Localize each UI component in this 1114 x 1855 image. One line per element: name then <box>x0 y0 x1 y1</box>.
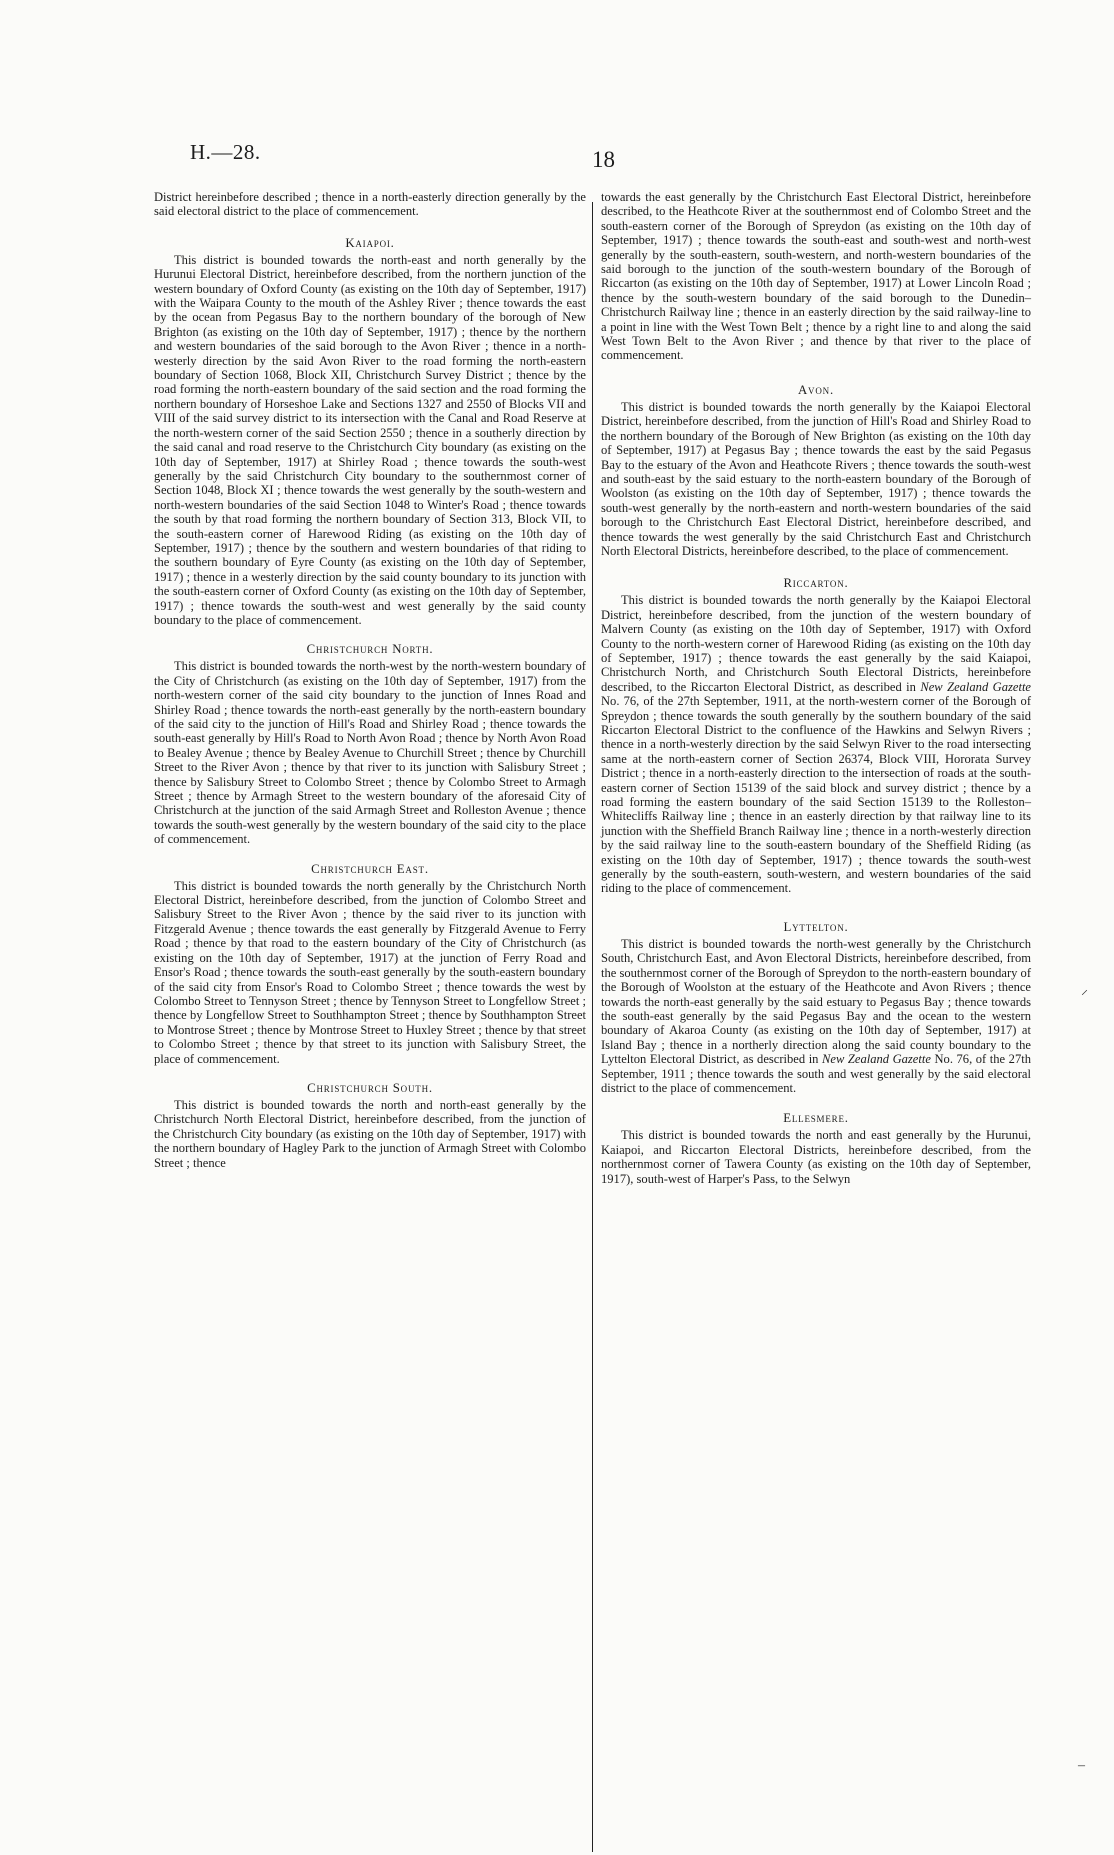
heading-christchurch-north: Christchurch North. <box>306 642 434 657</box>
paragraph-avon: This district is bounded towards the north generally by the Kaiapoi Electoral District, hereinbefore described, from the junction of Hill's Road and Shirley Road to the northern boundary of the Borough of New Brighton (as existing on the 10th day of September, 1917) at Pegasus Bay ; thence towards the east by the said Pegasus Bay to the estuary of the Avon and Heathcote Rivers ; thence towards the south-west and south-east by the said estuary to the north-eastern boundary of the Borough of Woolston (as existing on the 10th day of September, 1917) ; thence towards the south-west generally by the north-eastern and north-western boundaries of the said borough to the Christchurch East Electoral District, hereinbefore described, and thence towards the west generally by the said Christchurch East and Christchurch North Electoral Districts, hereinbefore described, to the place of commencement. <box>601 399 1031 558</box>
intro-paragraph: District hereinbefore described ; thence in a north-easterly direction generally by the said electoral district to the place of commencement. <box>154 190 586 219</box>
gazette-reference: New Zealand Gazette <box>920 679 1031 694</box>
page-number: 18 <box>592 147 615 172</box>
paragraph-riccarton <box>601 593 1031 896</box>
heading-lyttelton: Lyttelton. <box>783 919 849 934</box>
paragraph-christchurch-east: This district is bounded towards the north generally by the Christchurch North Electoral District, hereinbefore described, from the junction of Colombo Street and Salisbury Street to the River Avon ; thence by the said river to its junction with Fitzgerald Avenue ; thence towards the east generally by Fitzgerald Avenue to Ferry Road ; thence by that road to the eastern boundary of the City of Christchurch (as existing on the 10th day of September, 1917) at the junction of Ferry Road and Ensor's Road ; thence towards the south-east generally by the south-eastern boundary of the said city from Ensor's Road to Colombo Street ; thence towards the west by Colombo Street to Tennyson Street ; thence by Tennyson Street to Longfellow Street ; thence by Longfellow Street to Southhampton Street ; thence by Southhampton Street to Montrose Street ; thence by Montrose Street to Huxley Street ; thence by that street to Colombo Street ; thence by that street to its junction with Salisbury Street, the place of commencement. <box>154 878 586 1066</box>
left-column <box>154 190 586 1170</box>
heading-ellesmere: Ellesmere. <box>783 1111 849 1126</box>
paragraph-ellesmere: This district is bounded towards the north and east generally by the Hurunui, Kaiapoi, and Riccarton Electoral Districts, hereinbefore described, from the northernmost corner of Tawera County (as existing on the 10th day of September, 1917), south-west of Harper's Pass, to the Selwyn <box>601 1128 1031 1186</box>
heading-riccarton: Riccarton. <box>783 576 849 591</box>
heading-christchurch-south: Christchurch South. <box>307 1080 433 1095</box>
riccarton-text-start: This district is bounded towards the north generally by the Kaiapoi Electoral District, hereinbefore described, from the junction of the western boundary of Malvern County (as existing on the 10th day of September, 1917) with Oxford County to the north-western corner of Harewood Riding (as existing on the 10th day of September, 1917) ; thence towards the east generally by the said Kaiapoi, Christchurch North, and Christchurch South Electoral Districts, hereinbefore described, to the Riccarton Electoral District, as described in <box>601 593 1031 694</box>
paragraph-christchurch-south: This district is bounded towards the north and north-east generally by the Christchurch North Electoral District, hereinbefore described, from the junction of the Christchurch City boundary (as existing on the 10th day of September, 1917) with the northern boundary of Hagley Park to the junction of Armagh Street with Colombo Street ; thence <box>154 1097 586 1170</box>
column-divider <box>592 202 593 1852</box>
heading-avon: Avon. <box>798 382 834 397</box>
riccarton-text-end: No. 76, of the 27th September, 1911, at the north-western corner of the Borough of Spreydon ; thence towards the south generally by the southern boundary of the said Riccarton Electoral District to the confluence of the Hawkins and Selwyn Rivers ; thence in a north-westerly direction by the said Selwyn River to the road intersecting same at the north-eastern corner of Section 26374, Block VIII, Hororata Survey District ; thence in a north-easterly direction to the intersection of roads at the south-eastern corner of Section 15139 of the said block and survey district ; thence by a road forming the eastern boundary of the said Section 15139 to the Rolleston–Whitecliffs Railway line ; thence in an easterly direction by that railway line to its junction with the Sheffield Branch Railway line ; thence in a north-westerly direction by the said railway line to the south-eastern boundary of the Sheffield Riding (as existing on the 10th day of September, 1917) ; thence towards the south-west generally by the south-eastern, south-western, and western boundaries of the said riding to the place of commencement. <box>601 694 1031 896</box>
heading-christchurch-east: Christchurch East. <box>311 861 429 876</box>
lyttelton-text-end: No. 76, of the 27th September, 1911 ; thence towards the south and west generally by the said electoral district to the place of commencement. <box>601 1052 1031 1095</box>
margin-scan-mark: ⸝ <box>1081 983 1088 998</box>
right-column <box>601 190 1031 1186</box>
gazette-reference: New Zealand Gazette <box>822 1052 931 1067</box>
paragraph-christchurch-north: This district is bounded towards the north-west by the north-western boundary of the City of Christchurch (as existing on the 10th day of September, 1917) from the north-western corner of the said city boundary to the junction of Innes Road and Shirley Road ; thence towards the north-east generally by the north-eastern boundary of the said city to the junction of Hill's Road and Shirley Road ; thence towards the south-east generally by Hill's Road to North Avon Road ; thence by North Avon Road to Bealey Avenue ; thence by Bealey Avenue to Churchill Street ; thence by Churchill Street to the River Avon ; thence by that river to its junction with Salisbury Street ; thence by Salisbury Street to Colombo Street ; thence by Colombo Street to Armagh Street ; thence by Armagh Street to the western boundary of the aforesaid City of Christchurch at the junction of the said Armagh Street and Rolleston Avenue ; thence towards the south-west generally by the western boundary of the said city to the place of commencement. <box>154 659 586 847</box>
lyttelton-text-start: This district is bounded towards the north-west generally by the Christchurch South, Christchurch East, and Avon Electoral Districts, hereinbefore described, from the southernmost corner of the Borough of Spreydon to the north-eastern boundary of the Borough of Woolston at the estuary of the Heathcote and Avon Rivers ; thence towards the north-east generally by the said estuary to Pegasus Bay ; thence towards the south-east generally by the said Pegasus Bay and the ocean to the western boundary of Akaroa County (as existing on the 10th day of September, 1917) at Island Bay ; thence in a northerly direction along the said county boundary to the Lyttelton Electoral District, as described in <box>601 936 1031 1067</box>
paragraph-lyttelton <box>601 937 1031 1095</box>
margin-scan-mark: – <box>1078 1758 1085 1773</box>
paragraph-kaiapoi: This district is bounded towards the north-east and north generally by the Hurunui Electoral District, hereinbefore described, from the northern junction of the western boundary of Oxford County (as existing on the 10th day of September, 1917) with the Waipara County to the mouth of the Ashley River ; thence towards the east by the ocean from Pegasus Bay to the northern boundary of the borough of New Brighton (as existing on the 10th day of September, 1917) ; thence by the northern and western boundaries of the said borough to the Avon River ; thence in a north-westerly direction by the said Avon River to the road forming the north-eastern boundary of Section 1068, Block XII, Christchurch Survey District ; thence by the road forming the north-eastern boundary of the said section and the road forming the northern boundary of Horseshoe Lake and Sections 1327 and 2550 of Blocks VII and VIII of the said survey district to its intersection with the Canal and Road Reserve at the north-western corner of the said Section 2550 ; thence in a southerly direction by the said canal and road reserve to the Christchurch City boundary (as existing on the 10th day of September, 1917) at Shirley Road ; thence towards the south-west generally by the said Christchurch City boundary to the southernmost corner of Section 1048, Block XI ; thence towards the west generally by the south-western and north-western boundaries of the said Section 1048 to Winter's Road ; thence towards the south by that road forming the northern boundary of Section 313, Block VII, to the south-eastern corner of Harewood Riding (as existing on the 10th day of September, 1917) ; thence by the southern and western boundaries of that riding to the southern boundary of Eyre County (as existing on the 10th day of September, 1917) ; thence in a westerly direction by the said county boundary to its junction with the south-eastern corner of Oxford County (as existing on the 10th day of September, 1917) ; thence towards the south-west and west generally by the said county boundary to the place of commencement. <box>154 252 586 627</box>
heading-kaiapoi: Kaiapoi. <box>345 235 395 250</box>
continuation-paragraph: towards the east generally by the Christchurch East Electoral District, hereinbefore described, to the Heathcote River at the southernmost end of Colombo Street and the south-eastern corner of the Borough of Spreydon (as existing on the 10th day of September, 1917) ; thence towards the south-east and south-west and north-west generally by the south-eastern, south-western, and north-western boundaries of the said borough to the junction of the south-western boundary of the Borough of Riccarton (as existing on the 10th day of September, 1917) at Lower Lincoln Road ; thence by the south-western boundary of the said borough to the Dunedin–Christchurch Railway line ; thence in an easterly direction by the said railway-line to a point in line with the West Town Belt ; thence by a right line to and along the said West Town Belt to the Avon River ; and thence by that river to the place of commencement. <box>601 190 1031 363</box>
document-reference: H.—28. <box>190 140 261 164</box>
